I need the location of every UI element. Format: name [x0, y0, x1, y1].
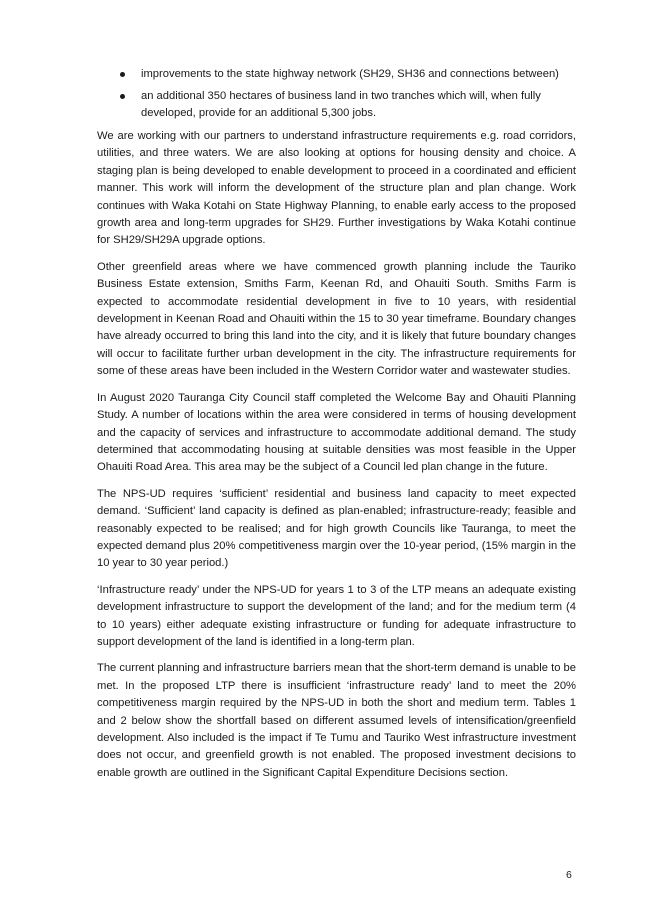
- paragraph-planning-barriers: The current planning and infrastructure barriers mean that the short-term demand is unable to be met. In the proposed LTP there is insufficient ‘infrastructure ready’ land to meet the 20% competitiveness margin required by the NPS-UD in both the short and medium term. Tables 1 and 2 below show the shortfall based on different assumed levels of intensification/greenfield development. Also included is the impact if Te Tumu and Tauriko West infrastructure investment does not occur, and greenfield growth is not enabled. The proposed investment decisions to enable growth are outlined in the Significant Capital Expenditure Decisions section.: [97, 662, 576, 779]
- bullet-item: improvements to the state highway network (SH29, SH36 and connections between): [97, 66, 576, 83]
- paragraph-greenfield-areas: Other greenfield areas where we have commenced growth planning include the Tauriko Business Estate extension, Smiths Farm, Keenan Rd, and Ohauiti South. Smiths Farm is expected to accommodate residential development in five to 10 years, with residential development in Keenan Road and Ohauiti within the 15 to 30 year timeframe. Boundary changes have already occurred to bring this land into the city, and it is likely that future boundary changes will occur to facilitate further urban development in the city. The infrastructure requirements for some of these areas have been included in the Western Corridor water and wastewater studies.: [97, 260, 576, 378]
- page-number: 6: [566, 869, 572, 881]
- paragraph-infrastructure-partners: We are working with our partners to understand infrastructure requirements e.g. road corridors, utilities, and three waters. We are also looking at options for housing density and choice. A staging plan is being developed to enable development to proceed in a coordinated and efficient manner. This work will inform the development of the structure plan and plan change. Work continues with Waka Kotahi on State Highway Planning, to enable early access to the proposed growth area and long-term upgrades for SH29. Further investigations by Waka Kotahi continue for SH29/SH29A upgrade options.: [97, 130, 576, 247]
- paragraph-infrastructure-ready: ‘Infrastructure ready’ under the NPS-UD for years 1 to 3 of the LTP means an adequate existing development infrastructure to support the development of the land; and for the medium term (4 to 10 years) either adequate existing infrastructure or funding for adequate infrastructure to support development of the land is identified in a long-term plan.: [97, 583, 576, 648]
- paragraph-welcome-bay-study: In August 2020 Tauranga City Council staff completed the Welcome Bay and Ohauiti Planning Study. A number of locations within the area were considered in terms of housing development and the capacity of services and infrastructure to accommodate additional demand. The study determined that accommodating housing at suitable densities was most feasible in the Upper Ohauiti Road Area. This area may be the subject of a Council led plan change in the future.: [97, 391, 576, 474]
- bullet-list: [97, 66, 576, 122]
- paragraph-nps-ud-capacity: The NPS-UD requires ‘sufficient’ residential and business land capacity to meet expected demand. ‘Sufficient’ land capacity is defined as plan-enabled; infrastructure-ready; feasible and reasonably expected to be realised; and for high growth Councils like Tauranga, to meet the expected demand plus 20% competitiveness margin over the 10-year period, (15% margin in the 10 year to 30 year period.): [97, 487, 576, 570]
- document-page: [97, 66, 576, 791]
- bullet-item: an additional 350 hectares of business land in two tranches which will, when fully developed, provide for an additional 5,300 jobs.: [97, 88, 576, 122]
